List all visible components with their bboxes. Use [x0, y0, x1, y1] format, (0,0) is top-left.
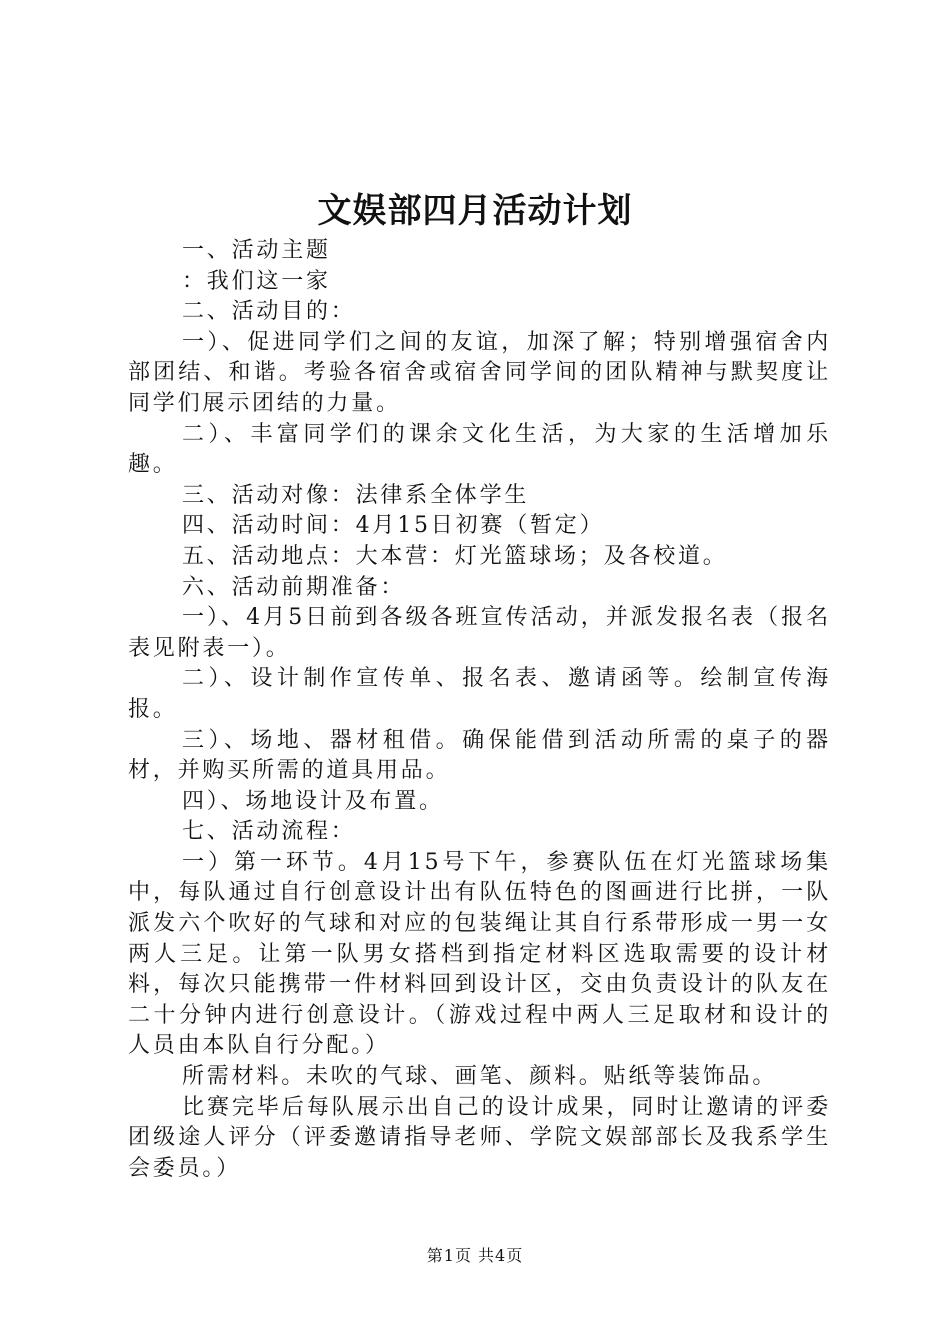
section-target: 三、活动对像：法律系全体学生	[182, 482, 530, 508]
materials-text: 所需材料。未吹的气球、画笔、颜料。贴纸等装饰品。	[182, 1064, 778, 1090]
document-title: 文娱部四月活动计划	[317, 191, 633, 231]
section-heading-theme: 一、活动主题	[182, 238, 331, 263]
preparation-item-2: 二）、设计制作宣传单、报名表、邀请函等。绘制宣传海报。	[128, 666, 831, 722]
section-time: 四、活动时间：4月15日初赛（暂定）	[182, 513, 605, 539]
process-item-1: 一）第一环节。4月15号下午，参赛队伍在灯光篮球场集中，每队通过自行创意设计出有队伍特色的图画进行比拼，一队派发六个吹好的气球和对应的包装绳让其自行系带形成一男一女两人三足。让第一队男女搭档到指定材料区选取需要的设计材料，每次只能携带一件材料回到设计区，交由负责设计的队友在二十分钟内进行创意设计。（游戏过程中两人三足取材和设计的人员由本队自行分配。）	[128, 849, 831, 1059]
purpose-item-2: 二）、丰富同学们的课余文化生活，为大家的生活增加乐趣。	[128, 421, 831, 478]
preparation-item-3: 三）、场地、器材租借。确保能借到活动所需的桌子的器材，并购买所需的道具用品。	[128, 727, 831, 784]
preparation-item-1: 一）、4月5日前到各级各班宣传活动，并派发报名表（报名表见附表一）。	[128, 605, 831, 661]
section-heading-process: 七、活动流程：	[182, 819, 356, 845]
section-heading-preparation: 六、活动前期准备：	[182, 574, 406, 600]
section-heading-purpose: 二、活动目的：	[182, 299, 356, 325]
purpose-item-1: 一）、促进同学们之间的友谊，加深了解；特别增强宿舍内部团结、和谐。考验各宿舍或宿舍同学间的团队精神与默契度让同学们展示团结的力量。	[128, 329, 831, 416]
preparation-item-4: 四）、场地设计及布置。	[182, 788, 444, 814]
page-footer: 第1页 共4页	[426, 1246, 524, 1265]
theme-text: ：我们这一家	[182, 268, 331, 294]
judging-text: 比赛完毕后每队展示出自己的设计成果，同时让邀请的评委团级途人评分（评委邀请指导老师、学院文娱部部长及我系学生会委员。）	[128, 1094, 831, 1181]
section-location: 五、活动地点：大本营：灯光篮球场；及各校道。	[182, 543, 728, 569]
document-body	[128, 236, 831, 1184]
